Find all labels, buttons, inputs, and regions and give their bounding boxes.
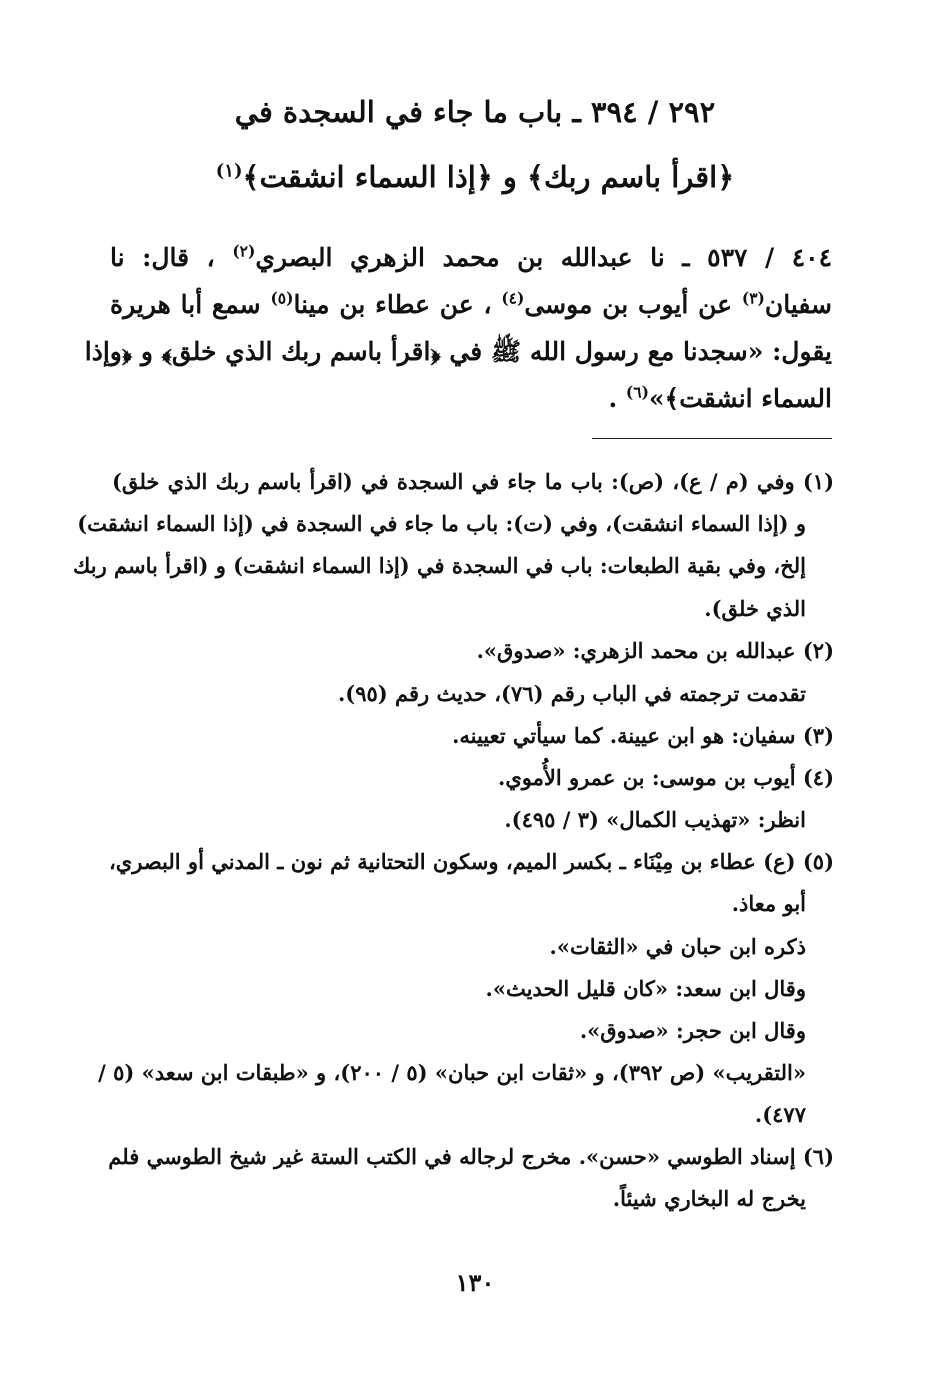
chapter-title-text: ﴿اقرأ باسم ربك﴾ و ﴿إذا السماء انشقت﴾ xyxy=(242,160,735,194)
hadith-text: ٤٠٤ / ٥٣٧ ـ نا عبدالله بن محمد الزهري البصري xyxy=(255,243,833,272)
footnote-5-cont: ذكره ابن حبان في «الثقات». xyxy=(549,934,806,959)
hadith-text: عن أيوب بن موسى xyxy=(524,290,742,319)
hadith-text: السماء انشقت﴾» xyxy=(648,384,832,413)
footnote-2: (٢) عبدالله بن محمد الزهري: «صدوق». xyxy=(476,638,834,663)
chapter-title-line-2 xyxy=(150,157,800,197)
footnote-6-cont: يخرج له البخاري شيئاً. xyxy=(612,1186,806,1211)
footnote-4-cont: انظر: «تهذيب الكمال» (٣ / ٤٩٥). xyxy=(504,807,806,832)
footnote-marker: (٤) xyxy=(501,288,525,308)
footnote-1-cont: و (إذا السماء انشقت)، وفي (ت): باب ما جاء في السجدة في (إذا السماء انشقت) xyxy=(77,511,806,536)
page-number: ١٣٠ xyxy=(455,1268,495,1297)
footnote-1-cont: إلخ، وفي بقية الطبعات: باب في السجدة في (إذا السماء انشقت) و (اقرأ باسم ربك xyxy=(73,553,806,578)
footnote-5-cont: ٤٧٧). xyxy=(754,1102,806,1127)
hadith-line-3: يقول: «سجدنا مع رسول الله ﷺ في ﴿اقرأ باسم ربك الذي خلق﴾ و ﴿وإذا xyxy=(84,337,832,366)
footnote-5-cont: أبو معاذ. xyxy=(731,891,806,916)
footnote-2-cont: تقدمت ترجمته في الباب رقم (٧٦)، حديث رقم (٩٥). xyxy=(337,681,806,706)
hadith-text: ، عن عطاء بن مينا xyxy=(293,290,502,319)
footnote-marker: (٦) xyxy=(625,382,649,402)
footnote-4: (٤) أيوب بن موسى: بن عمرو الأُموي. xyxy=(498,765,834,790)
footnote-separator xyxy=(592,438,832,439)
hadith-text: سفيان xyxy=(764,290,833,319)
footnote-marker: (٢) xyxy=(232,241,256,261)
footnote-marker: (٣) xyxy=(741,288,765,308)
hadith-line-1 xyxy=(110,240,832,276)
footnote-1: (١) وفي (م / ع)، (ص): باب ما جاء في السجدة في (اقرأ باسم ربك الذي خلق) xyxy=(112,469,834,494)
footnote-5-cont: وقال ابن حجر: «صدوق». xyxy=(579,1018,806,1043)
chapter-title-line-1: ٢٩٢ / ٣٩٤ ـ باب ما جاء في السجدة في xyxy=(234,95,716,129)
footnote-marker: (٥) xyxy=(270,288,294,308)
footnote-6: (٦) إسناد الطوسي «حسن». مخرج لرجاله في الكتب الستة غير شيخ الطوسي فلم xyxy=(108,1144,834,1169)
footnote-1-cont: الذي خلق). xyxy=(704,596,806,621)
footnote-3: (٣) سفيان: هو ابن عيينة. كما سيأتي تعيينه. xyxy=(452,723,834,748)
footnote-5-cont: «التقريب» (ص ٣٩٢)، و «ثقات ابن حبان» (٥ / ٢٠٠)، و «طبقات ابن سعد» (٥ / xyxy=(98,1060,806,1085)
hadith-text: . xyxy=(608,384,626,413)
hadith-line-2 xyxy=(110,287,832,323)
footnote-5-cont: وقال ابن سعد: «كان قليل الحديث». xyxy=(485,976,806,1001)
hadith-text: ، قال: نا xyxy=(110,243,233,272)
hadith-text: سمع أبا هريرة xyxy=(110,290,271,319)
hadith-line-4 xyxy=(110,381,832,417)
footnote-5: (٥) (ع) عطاء بن مِيْنَاء ـ بكسر الميم، وسكون التحتانية ثم نون ـ المدني أو البصري، xyxy=(109,849,834,874)
footnote-marker: (١) xyxy=(215,160,243,182)
